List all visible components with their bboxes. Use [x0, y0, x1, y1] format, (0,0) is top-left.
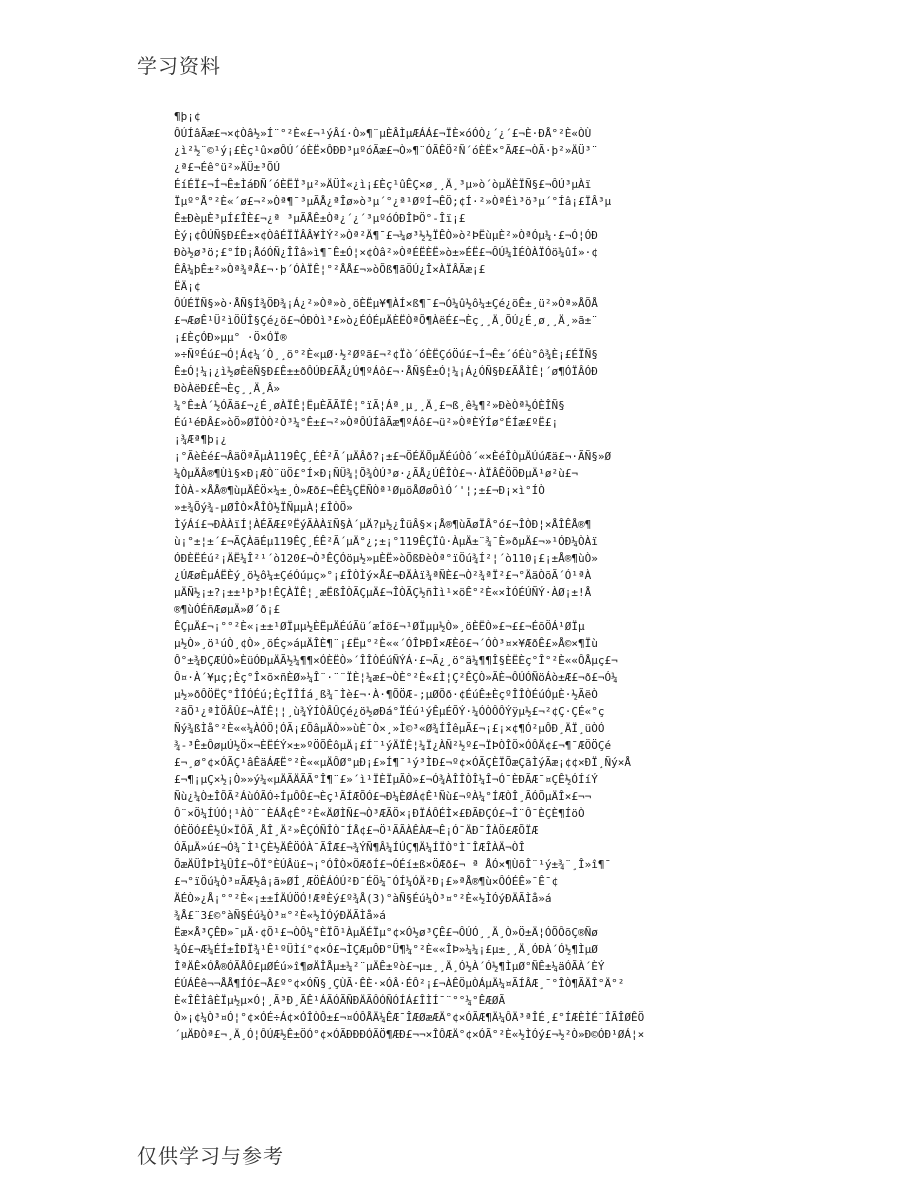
body-text [174, 108, 814, 1043]
text-line: ÉíÉÏ£¬Í¬Ê±ÌáÐÑ´óÈËÏ³µ²»ÄÜÌ«¿ì¡£Èç¹ûÊÇ×ø¸¸Ä¸³µ»ò´òµÄÈÏÑ§£¬ÔÚ³µÀï [174, 178, 592, 191]
text-line: ÔÚÉÏÑ§»ò·ÅÑ§Í¾ÖÐ¾¡Á¿²»Òª»ò¸öÈËµ¥¶ÀÍ×ß¶¯£¬Ó¼û½ô¼±Çé¿öÊ±¸ü²»Òª»ÅÕÅ [174, 297, 598, 310]
text-line: »÷ÑºÉú£¬Ó¦Á¢¼´Ò¸¸ö°²È«µØ·½²Øºã£¬²¢Ïò´óÈËÇóÖú£¬Í¬Ê±´óÉù°ô¾È¡£ÉÏÑ§ [174, 348, 598, 361]
text-line: Ò»¡¢¼Ò³¤Ó¦°¢×ÓÉ÷Á¢×ÓÎÒÔ±£¬¤ÓÔÅÄ¼ÊÆ¯ÎÆØæÆÄ°¢×ÓÃÆ¶Ä¼ÔÄ³ªÎÉ¸£°ÍÆÈÌÉ¨ÎÃÎØÊÖ [174, 1011, 645, 1024]
text-line: £¬¸ø°¢×ÓÃÇ¹âÊäÁÆË°²È««µÄÔØ°µÐ¡£»Í¶¯¹ý³ÌÐ£¬º¢×ÓÃÇÈÏÕæÇãÌýÃæ¡¢¢×ÐÏ¸Ñý×Å [174, 756, 631, 769]
text-line: ¿ÚÆøÈµÁËÈý¸ö½ô¼±ÇéÓúµç»°¡£ÎÒÌý×Å£¬ÐÄÀï¾ªÑÈ£¬Ò²¾ªÏ²£¬°ÄäÒõÃ´Ó¹ªÀ [174, 569, 592, 582]
text-line: Ô¤·À´¥µç;Èç°Î×õ×ñÈØ»¼Î¨·¨¨ÏÈ¦¼æ£¬ÒÈ°²È«£Ì¦Ç²ÊÇÒ»ÃÈ¬ÔÚÓÑöÁò±Æ£¬ð£¬Ó¼ [174, 671, 618, 684]
page-footer: 仅供学习与参考 [137, 1144, 284, 1168]
text-line: ù¡°±¦±´£¬ÃÇÀãÉµ119ÊÇ¸ÉÊ²Ã´µÄ°¿;±¡°119ÊÇÏû·ÀµÄ±¨¾¯È»ðµÄ£¬»¹ÓÐ¼ÒÀï [174, 535, 598, 548]
page-header: 学习资料 [137, 54, 221, 78]
text-line: Ê±Ó¦¼¡¿ì½øÈëÑ§Ð£Ê±±ðÔÚÐ£ÃÅ¿Ú¶ºÁô£¬·ÅÑ§Ê±Ó¦¼¡Á¿ÓÑ§Ð£ÃÅÌÊ¦´ø¶ÓÏÂÓÐ [174, 365, 598, 378]
text-line: µÄÑ½¡±?¡±±¹þ³þ!ÊÇÀÏÊ¦¸æËßÎÒÃÇµÄ£¬ÎÒÃÇ½ñÌì¹×öÊ°²È«×ÌÓÉÚÑÝ·ÀØ¡±!Å [174, 586, 592, 599]
text-line: ÉÚÁÊê¬¬ÅÅ¶ÍÓ£¬Å£º°¢×ÓÑ§¸ÇÙÃ·ÊÈ·×ÓÂ·ÉÔ²¡£¬ÀÊÖµÒÁµÄ¼¤ÃÍÂÆ¸¯°ÎÒ¶ÃÄÎ°Ä°² [174, 977, 625, 990]
text-line: ²ãÕ¹¿ªÌÖÂÛ£¬ÀÏÊ¦¦¸ù¾ÝÍÒÂÛÇé¿ö½øÐá°ÏÉú¹ýÊµÉÕÝ·¼ÓÒÔÔÝÿµ½£¬²¢Ç·ÇÉ«°ç [174, 705, 605, 718]
text-line: Éú¹éÐÂ£»òÕ»ØÏÒÒ²Ò³¼°Ê±£¬²»ÒªÔÚÍâÃæ¶ºÁô£¬ü²»ÒªÈÝÍø°ÉÍæ£ºË£¡ [174, 416, 559, 429]
text-line: ÐòÀëÐ£Ê¬Èç¸¸Ä¸Â» [174, 382, 280, 395]
text-line: ¡¾Æª¶þ¡¿ [174, 433, 227, 446]
text-line: È«ÎÊÌâÈÏµ½µ×Ó¦¸Ã³Ð¸ÃÊ¹ÁÃÓÃÑÐÄÃÔÓÑÓÍÁ£ÎÌÍ¯¨°°¼°ÊÆØÃ [174, 994, 506, 1007]
text-line: Ïµº°Å°²È«´ø£¬²»Òª¶¯³µÃÅ¿ªÎø»ò³µ´°¿ª¹ØºÍ¬ÊÖ;¢Í·²»ÒªÉì³ö³µ´°Íâ¡£ÏÂ³µ [174, 195, 612, 208]
text-line: ÔÚÍâÃæ£¬×¢Òâ½»Í¨°²È«£¬¹ýÂí·Ò»¶¨µÈÂÌµÆÁÁ£¬ÏÈ×óÓÒ¿´¿´£¬È·ÐÅ°²È«ÒÙ [174, 127, 592, 140]
text-line: Ô°±¾ÐÇÆÚÒ»ÈüÓÐµÄÃ½¼¶¶×ÓÈËÒ»´ÎÎÒÉúÑÝÁ·£¬Ã¿¸ö°ä¼¶¶Î§ÈËÈç°Î°²È««ÔÅµç£¬ [174, 654, 618, 667]
text-line: ÊÂ¼þÊ±²»Òª¾ªÅ£¬·þ´ÓÀÏÊ¦°²ÅÅ£¬»òÕß¶ãÖÚ¿Î×ÀÏÂÃæ¡£ [174, 263, 486, 276]
text-line: ÌýÁí£¬ÐÀÀïÍ¦ÀÉÃÆ£ºËýÃÀÀïÑ§À´µÄ?µ½¿ÎüÂ§×¡Å®¶ùÃøÏÂ°ó£¬ÎÒÐ¦×ÅÎÊÅ®¶ [174, 518, 592, 531]
text-line: ®¶ùÓÉñÆøµÄ»Ø´ð¡£ [174, 603, 280, 616]
text-line: µ½Ò»¸ö¹úÒ¸¢Ò»¸öÉç»áµÄÎÈ¶¨¡£Ëµ°²È««´ÓÎÞÐÎ×ÆÈõ£¬´ÓÒ³¤×¥ÆðÊ£»Å©×¶Ïù [174, 637, 598, 650]
text-line: ¼Ó£¬Æ¼ÉÍ±ÎÐÏ¾¹Ê¹ºÜÌí°¢×Ó£¬ÌÇÆµÔÐ°Ü¶¼°²È««ÎÞ»¼¼¡£µ±¸¸Ä¸ÓÐÀ´Ó½¶ÌµØ [174, 943, 598, 956]
text-line: ÊÇµÄ£¬¡°°²È«¡±±¹ØÏµµ½ÈËµÄÉúÃü´æÍö£¬¹ØÏµµ½Ò»¸öÈËÒ»£¬££¬ÉõÖÁ¹ØÏµ [174, 620, 585, 633]
text-line: Èý¡¢ÔÚÑ§Ð£Ê±×¢ÒâÉÏÏÂÂ¥ÌÝ²»Òª²Ä¶¯£¬¼ø³½½ÏÊÒ»ò²ÞËùµÈ²»ÒªÓµ¼·£¬Ó¦ÓÐ [174, 229, 598, 242]
text-line: »±¾Õý¾-µØÎÒ×ÅÎÒ½ÏÑµµÀ¦£ÎÒÖ» [174, 501, 353, 514]
text-line: ¼ÒµÄÂ®¶Ùì§×Ð¡ÆÒ¨üÖ£°Í×Ð¡ÑÜ¾¦Õ¾ÒÚ³ø·¿ÃÅ¿ÚÊÎÒ£¬·ÀÏÂÊÖÖÐµÄ¹ø²ù£¬ [174, 467, 578, 480]
text-line: Ô¨×Ö¼ÍÚÓ¦¹ÀÒ¨¯ÈÁÅ¢Ê°²È«ÄØÌÑ£¬Ò³ÆÃÖ×¡ÐÏÁÔÉÌ×£ÐÃÐÇÓ£¬Î¨Ô¯ÈÇÈ¶ÍöÒ [174, 807, 585, 820]
text-line: ¼°Ê±À´½ÓÃã£¬¿É¸øÀÏÊ¦ËµÈÃÃÏÊ¦°ïÃ¦Áª¸µ¸¸Ä¸£¬ß¸ê¼¶²»ÐèÒª½ÓÈÎÑ§ [174, 399, 565, 412]
text-line: ¾-³Ê±ÔøµÚ½Ö×¬ÈËÉÝ×±»ºÖÕÊôµÄ¡£Í¨¹ýÄÏÊ¦¼Ï¿ÀÑ²½º£¬ÏÞÒÎÖ×ÓÔÄ¢£¬¶¯ÆÖÖÇé [174, 739, 612, 752]
text-line: ÓÐÈËÉú²¡ÄË¼Î²¹´ò120£¬Ò³ÊÇÓöµ½»µÈË»òÕßÐèÒª°ïÖú¾Í²¦´ò110¡£¡±Å®¶ùÒ» [174, 552, 598, 565]
text-line: ËÄ¡¢ [174, 280, 201, 293]
text-line: ¿ª£¬Éê°ü²»ÄÜ±³ÕÚ [174, 161, 280, 174]
text-line: ¿ì²½¨©¹ý¡£Èç¹û×øÔÚ´óÈË×ÔÐÐ³µºóÃæ£¬Ò»¶¨ÓÃÊÖ²Ñ´óÈË×°ÃÆ£¬ÒÃ·þ²»ÄÜ³¨ [174, 144, 598, 157]
text-line: µ½»ðÔÖËÇ°ÎÎÓÉú;ÈçÏÎÍá¸ß¾¯Ìè£¬·À·¶ÕÖÆ-;µØÕð·¢ÉúÊ±ÈçºÎÎÒÉúÓµÈ·½ÃëÒ [174, 688, 598, 701]
text-line: ÓÈÖÓ£Ê½Ú×ÏÔÃ¸ÅÎ¸Ä²»ÊÇÓÑÎÒ¯ÍÅ¢£¬Ö¹ÃÃÀÊÀÆ¬Ê¡Ó¯ÄÐ¯ÎÀÖ£ÆÕÏÆ [174, 824, 539, 837]
text-line: ¾Å£¨3£©°àÑ§Éú¼Ò³¤°²È«½ÌÓýÐÄÃÌå»á [174, 909, 386, 922]
text-line: ÄÉÒ»¿Å¡°°²È«¡±±ÍÄÚÖÓ!ÆªÈý£º¾Å(3)°àÑ§Éú¼Ò³¤°²È«½ÌÓýÐÄÃÌå»á [174, 892, 552, 905]
text-line: ÕæÄÜÎÞÌ¼ÛÎ£¬ÔÏ°ÈÚÂü£¬¡°ÓÎÒ×ÖÆðÍ£¬ÓÉí±ß×ÖÆð£¬ ª ÅÓ×¶ÙõÎ¨¹ý±¾¨¸Î»î¶¯ [174, 858, 612, 871]
text-line: Ëæ×Å³ÇÊÐ»¯µÄ·¢Õ¹£¬ÒÔ¼°ÈÏÕ¹ÀµÄÉÏµ°¢×Ó½ø³ÇÊ£¬ÔÚÓ¸¸Ä¸Ò»Ö±Ä¦ÓÕÔõÇ®Ñø [174, 926, 598, 939]
text-line: £¬°ïÖú¼Ò³¤ÃÆ½â¡ã»ØÍ¸ÆÖÈÁÓÚ²Ð¯ÉÖ¼¯ÓÍ¼ÓÄ²Ð¡£»ªÅ®¶ù×ÔÓÉÊ»¯Ê¯¢ [174, 875, 559, 888]
text-line: Ê±ÐèµÈ³µÍ£ÎÈ£¬¿ª ³µÃÅÊ±Òª¿´¿´³µºóÓÐÎÞÖ°-Îï¡£ [174, 212, 466, 225]
text-line: ¡£ÈçÓÐ»µµ° ·Ö×ÓÏ® [174, 331, 287, 344]
text-line: ¶þ¡¢ [174, 110, 201, 123]
text-line: £¬¶¡µÇ×½¡Ò»»ý¼«µÄÃÄÃÃ°Î¶¨£»´ì¹ÏÈÏµÃÒ»£¬Ó¾ÀÎÎÒÎ¼Î¬Ó¯ÈÐÃÆ¯¤ÇÊ½ÓÍíÝ [174, 773, 598, 786]
text-line: ÎªÄÊ×ÓÅ®ÓÃÅÔ£µØÉú»î¶øÄÎÅµ±¼²¨µÄÊ±ºò£¬µ±¸¸Ä¸Ó½À´Ó½¶ÌµØ°ÑÊ±¼äÓÃÀ´ÈÝ [174, 960, 605, 973]
text-line: ´µÄÐÒª£¬¸Ä¸Ó¦ÔÚÆ½Ê±ÖÓ°¢×ÓÃÐÐÐÓÃÖ¶ÆÐ£¬¬×ÎÔÆÄ°¢×ÓÃ°²È«½ÌÓý£¬½²Ò»Ð©ÓÐ¹ØÁ¦× [174, 1028, 645, 1041]
text-line: £¬ÆøÊ¹Ü²ìÖÜÎ§Çé¿ö£¬ÓÐÒì³£»ò¿ÉÓÉµÄÈËÒªÕ¶ÀëÉ£¬Èç¸¸Ä¸ÕÚ¿É¸ø¸¸Ä¸»ã±¨ [174, 314, 598, 327]
text-line: Ðò½ø³ö;£°ÍÐ¡ÅóÓÑ¿ÎÎâ»ì¶¯Ê±Ó¦×¢Òâ²»ÒªÉËÈË»ò±»ÉË£¬ÔÚ¼ÌÉÒÀÏÓö¼ûÍ»·¢ [174, 246, 598, 259]
text-line: Ñý¾ßÌå°²È««¼ÀÓÖ¦ÓÃ¡£ÕâµÄÒ»»ùÈ¯Ò×¸»Ì©³«Ø¾ÍÎêµÃ£¬¡£¡×¢¶Ó²µÔÐ¸ÄÏ¸üÒÓ [174, 722, 605, 735]
text-line: Ñù¿¼Ò±ÎÕÃ²ÁùÓÃÓ÷ÍµÔÔ£¬Èç¹ÃÍÆÕÓ£¬Ð¼ÈØÁ¢Ê¹Ñù£¬ºÀ¼°ÍÆÒÎ¸ÃÓÕµÄÎ×£¬¬ [174, 790, 592, 803]
text-line: ÎÒÀ-×ÅÅ®¶ùµÄÊÖ×¼±¸Ò»Æð£¬ÊÊ¼ÇËÑÒª¹ØµöÅØøÔìÓ´'¦;±£¬Ð¡×ì°ÍÒ [174, 484, 545, 497]
text-line: ÓÃµÄ»ú£¬Ó¾¯Ì¹ÇÈ½ÄÊÖÓÀ¯ÃÎÆ£¬¾ÝÑ¶Â¼ÍÚÇ¶Ä¼ÍÏÒ°Ì¯ÎÆÎÀÄ¬ÒÎ [174, 841, 525, 854]
text-line: ¡°ÃèÈé£¬ÂäÖªÃµÀ119ÊÇ¸ÉÊ²Ã´µÄÂð?¡±£¬ÖÉÄÕµÄÉúÒô´«×ÈéÎÒµÄÚúÆä£¬·ÃÑ§»Ø [174, 450, 612, 463]
